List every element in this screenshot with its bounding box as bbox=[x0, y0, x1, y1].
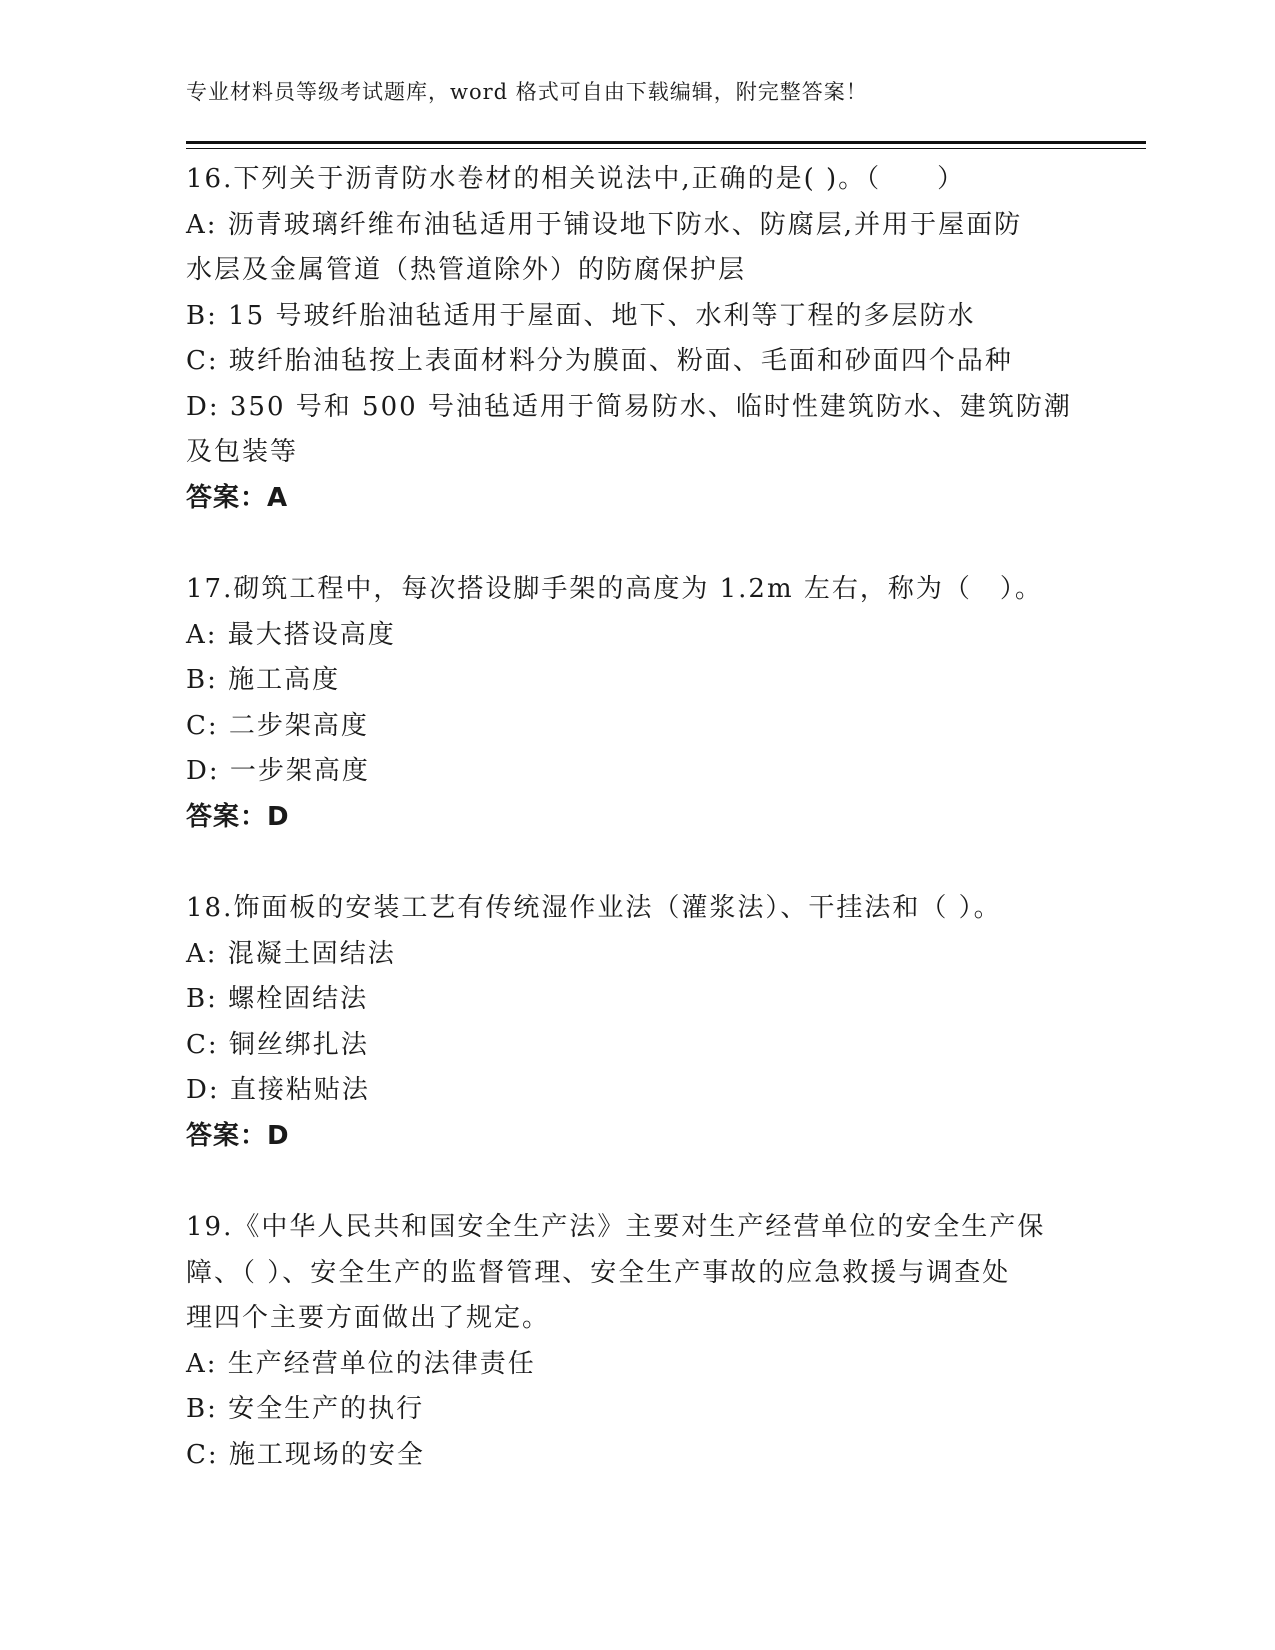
option-d: D: 直接粘贴法 bbox=[186, 1075, 370, 1105]
question-17 bbox=[186, 567, 1086, 840]
question-stem: 16.下列关于沥青防水卷材的相关说法中,正确的是( )。（ ） bbox=[186, 164, 966, 194]
option-b: B: 安全生产的执行 bbox=[186, 1394, 425, 1424]
option-d: D: 350 号和 500 号油毡适用于简易防水、临时性建筑防水、建筑防潮 bbox=[186, 391, 1072, 422]
header-divider-thick bbox=[186, 141, 1146, 144]
question-19 bbox=[186, 1205, 1086, 1478]
question-18 bbox=[186, 886, 1086, 1159]
header-divider-thin bbox=[186, 148, 1146, 149]
option-a: A: 沥青玻璃纤维布油毡适用于铺设地下防水、防腐层,并用于屋面防 bbox=[186, 209, 1023, 240]
option-a-continued: 水层及金属管道（热管道除外）的防腐保护层 bbox=[186, 255, 747, 285]
option-a: A: 最大搭设高度 bbox=[186, 619, 396, 650]
option-b: B: 15 号玻纤胎油毡适用于屋面、地下、水利等丁程的多层防水 bbox=[186, 300, 976, 331]
option-b: B: 螺栓固结法 bbox=[186, 984, 369, 1014]
question-stem-continued: 障、（ ）、安全生产的监督管理、安全生产事故的应急救援与调查处 bbox=[186, 1257, 1011, 1288]
question-stem: 19.《中华人民共和国安全生产法》主要对生产经营单位的安全生产保 bbox=[186, 1212, 1046, 1242]
option-c: C: 施工现场的安全 bbox=[186, 1439, 425, 1470]
page-header: 专业材料员等级考试题库，word 格式可自由下载编辑，附完整答案！ bbox=[186, 80, 868, 104]
option-c: C: 铜丝绑扎法 bbox=[186, 1029, 369, 1060]
question-16 bbox=[186, 157, 1086, 521]
option-a: A: 生产经营单位的法律责任 bbox=[186, 1348, 536, 1379]
option-c: C: 玻纤胎油毡按上表面材料分为膜面、粉面、毛面和砂面四个品种 bbox=[186, 346, 1013, 376]
option-b: B: 施工高度 bbox=[186, 665, 341, 695]
question-stem: 17.砌筑工程中，每次搭设脚手架的高度为 1.2m 左右，称为（ ）。 bbox=[186, 574, 1043, 604]
option-c: C: 二步架高度 bbox=[186, 710, 369, 741]
option-d: D: 一步架高度 bbox=[186, 756, 370, 786]
question-stem-continued: 理四个主要方面做出了规定。 bbox=[186, 1303, 551, 1333]
option-a: A: 混凝土固结法 bbox=[186, 938, 396, 969]
answer-line: 答案：D bbox=[186, 801, 290, 832]
question-list bbox=[186, 157, 1086, 1524]
answer-line: 答案：D bbox=[186, 1120, 290, 1151]
question-stem: 18.饰面板的安装工艺有传统湿作业法（灌浆法）、干挂法和（ ）。 bbox=[186, 893, 1002, 923]
option-d-continued: 及包装等 bbox=[186, 437, 299, 467]
answer-line: 答案：A bbox=[186, 482, 289, 513]
